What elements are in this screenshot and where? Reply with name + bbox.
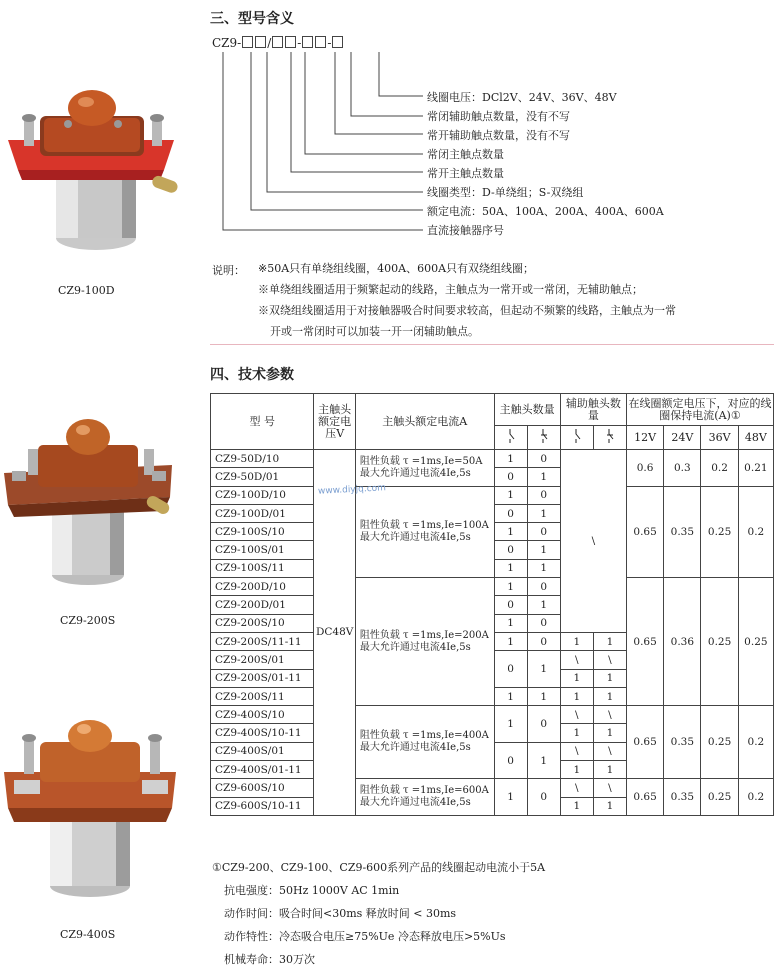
cell-model: CZ9-200S/01 <box>211 651 314 669</box>
model-meaning-nc-main: 常闭主触点数量 <box>427 148 504 161</box>
model-code-separator: - <box>327 36 332 50</box>
cell-aux-nc: \ <box>593 742 626 760</box>
cell-main-nc: 0 <box>527 578 560 596</box>
col-header-aux-count: 辅助触头数量 <box>560 394 626 426</box>
cell-main-nc: 1 <box>527 742 560 779</box>
cell-main-nc: 0 <box>527 523 560 541</box>
cell-hold-current: 0.65 <box>626 486 663 577</box>
cell-model: CZ9-200S/01-11 <box>211 669 314 687</box>
cell-main-no: 1 <box>494 450 527 468</box>
model-meaning-no-main: 常开主触点数量 <box>427 167 504 180</box>
cell-aux-nc: 1 <box>593 761 626 779</box>
table-row <box>211 706 774 724</box>
cell-hold-current: 0.35 <box>664 486 701 577</box>
note-4: 开或一常闭时可以加装一开一闭辅助触点。 <box>270 325 479 338</box>
section4-title: 四、技术参数 <box>210 367 294 383</box>
cell-main-nc: 1 <box>527 504 560 522</box>
col-header-36v: 36V <box>701 426 738 450</box>
cell-main-no: 1 <box>494 486 527 504</box>
cell-hold-current: 0.35 <box>664 706 701 779</box>
col-header-hold-current: 在线圈额定电压下，对应的线圈保持电流(A)① <box>626 394 773 426</box>
note-3: ※双绕组线圈适用于对接触器吸合时间要求较高，但起动不频繁的线路，主触点为一常 <box>258 304 676 317</box>
cell-hold-current: 0.25 <box>738 578 773 706</box>
cell-aux-no: 1 <box>560 724 593 742</box>
cell-aux-no: \ <box>560 706 593 724</box>
cell-model: CZ9-600S/10 <box>211 779 314 797</box>
cell-hold-current: 0.35 <box>664 779 701 816</box>
cell-model: CZ9-200D/10 <box>211 578 314 596</box>
model-meaning-rated-current: 额定电流：50A、100A、200A、400A、600A <box>427 205 664 218</box>
cell-aux-no: 1 <box>560 761 593 779</box>
cell-aux-none: \ <box>560 450 626 633</box>
cell-main-nc: 1 <box>527 468 560 486</box>
model-meaning-coil-voltage: 线圈电压：DCl2V、24V、36V、48V <box>427 91 617 104</box>
cell-hold-current: 0.25 <box>701 486 738 577</box>
cell-model: CZ9-100D/01 <box>211 504 314 522</box>
cell-aux-nc: \ <box>593 779 626 797</box>
cell-main-nc: 0 <box>527 632 560 650</box>
cell-main-no: 1 <box>494 687 527 705</box>
cell-model: CZ9-50D/10 <box>211 450 314 468</box>
spec-table <box>210 393 774 816</box>
col-header-model: 型 号 <box>211 394 314 450</box>
col-header-main-count: 主触头数量 <box>494 394 560 426</box>
cell-load: 阻性负载 τ =1ms,Ie=600A 最大允许通过电流4Ie,5s <box>355 779 494 816</box>
cell-aux-nc: 1 <box>593 687 626 705</box>
notes-label: 说明： <box>212 264 245 277</box>
footnote-action-time: 动作时间：吸合时间<30ms 释放时间 < 30ms <box>224 907 457 920</box>
cell-model: CZ9-200S/11 <box>211 687 314 705</box>
model-meaning-nc-aux: 常闭辅助触点数量，没有不写 <box>427 110 570 123</box>
cell-main-nc: 0 <box>527 614 560 632</box>
main-nc-symbol-icon <box>527 426 560 450</box>
cell-main-no: 1 <box>494 614 527 632</box>
col-header-voltage: 主触头额定电压V <box>314 394 355 450</box>
col-header-current: 主触头额定电流A <box>355 394 494 450</box>
cell-voltage: DC48V <box>314 450 355 816</box>
contactor-cz9-200s-image <box>4 415 184 595</box>
cell-main-no: 0 <box>494 468 527 486</box>
col-header-48v: 48V <box>738 426 773 450</box>
cell-load: 阻性负载 τ =1ms,Ie=100A 最大允许通过电流4Ie,5s <box>355 486 494 577</box>
col-header-12v: 12V <box>626 426 663 450</box>
cell-model: CZ9-200D/01 <box>211 596 314 614</box>
cell-aux-no: 1 <box>560 669 593 687</box>
product-caption-3: CZ9-400S <box>60 928 116 941</box>
cell-hold-current: 0.2 <box>738 706 773 779</box>
cell-main-nc: 1 <box>527 541 560 559</box>
cell-main-nc: 1 <box>527 596 560 614</box>
cell-aux-no: \ <box>560 779 593 797</box>
watermark: www.diyjq.com <box>317 483 387 497</box>
col-header-24v: 24V <box>664 426 701 450</box>
cell-main-nc: 0 <box>527 486 560 504</box>
cell-hold-current: 0.6 <box>626 450 663 487</box>
cell-main-no: 1 <box>494 779 527 816</box>
cell-hold-current: 0.65 <box>626 706 663 779</box>
model-meaning-coil-type: 线圈类型：D-单绕组；S-双绕组 <box>427 186 584 199</box>
cell-main-no: 0 <box>494 596 527 614</box>
cell-model: CZ9-400S/10-11 <box>211 724 314 742</box>
cell-hold-current: 0.21 <box>738 450 773 487</box>
cell-aux-no: 1 <box>560 632 593 650</box>
model-code-separator: - <box>297 36 302 50</box>
cell-aux-no: \ <box>560 651 593 669</box>
model-meaning-no-aux: 常开辅助触点数量，没有不写 <box>427 129 570 142</box>
model-meaning-series-no: 直流接触器序号 <box>427 224 504 237</box>
model-meaning-list <box>427 88 664 240</box>
notes <box>258 258 776 342</box>
cell-aux-nc: \ <box>593 706 626 724</box>
cell-hold-current: 0.25 <box>701 578 738 706</box>
cell-main-no: 1 <box>494 559 527 577</box>
cell-main-nc: 1 <box>527 559 560 577</box>
cell-aux-nc: 1 <box>593 632 626 650</box>
table-row <box>211 578 774 596</box>
cell-model: CZ9-100D/10 <box>211 486 314 504</box>
product-caption-2: CZ9-200S <box>60 614 116 627</box>
cell-main-no: 1 <box>494 632 527 650</box>
product-caption-1: CZ9-100D <box>58 284 115 297</box>
cell-main-nc: 0 <box>527 450 560 468</box>
model-code-prefix: CZ9- <box>212 36 242 50</box>
cell-main-nc: 0 <box>527 779 560 816</box>
cell-model: CZ9-400S/01-11 <box>211 761 314 779</box>
footnote-start-current: ①CZ9-200、CZ9-100、CZ9-600系列产品的线圈起动电流小于5A <box>212 861 546 874</box>
cell-aux-nc: 1 <box>593 724 626 742</box>
model-code-bracket-lines <box>205 46 435 246</box>
cell-hold-current: 0.36 <box>664 578 701 706</box>
section3-title: 三、型号含义 <box>210 11 294 27</box>
cell-hold-current: 0.3 <box>664 450 701 487</box>
divider-rule <box>210 344 774 345</box>
cell-load: 阻性负载 τ =1ms,Ie=200A 最大允许通过电流4Ie,5s <box>355 578 494 706</box>
table-row <box>211 779 774 797</box>
model-code-separator: / <box>267 36 272 50</box>
footnote-mechanical-life: 机械寿命：30万次 <box>224 953 315 966</box>
aux-no-symbol-icon <box>560 426 593 450</box>
cell-aux-no: 1 <box>560 687 593 705</box>
cell-model: CZ9-400S/01 <box>211 742 314 760</box>
cell-main-no: 0 <box>494 651 527 688</box>
cell-aux-nc: 1 <box>593 797 626 815</box>
cell-model: CZ9-400S/10 <box>211 706 314 724</box>
cell-hold-current: 0.2 <box>701 450 738 487</box>
contactor-cz9-100d-image <box>4 88 184 258</box>
cell-model: CZ9-100S/11 <box>211 559 314 577</box>
cell-load: 阻性负载 τ =1ms,Ie=50A 最大允许通过电流4Ie,5s <box>355 450 494 487</box>
cell-main-no: 0 <box>494 541 527 559</box>
contactor-cz9-400s-image <box>4 716 184 906</box>
table-row <box>211 486 774 504</box>
cell-main-no: 1 <box>494 706 527 743</box>
cell-aux-nc: \ <box>593 651 626 669</box>
cell-hold-current: 0.65 <box>626 578 663 706</box>
cell-model: CZ9-50D/01 <box>211 468 314 486</box>
note-2: ※单绕组线圈适用于频繁起动的线路，主触点为一常开或一常闭，无辅助触点； <box>258 283 643 296</box>
cell-aux-no: 1 <box>560 797 593 815</box>
cell-model: CZ9-600S/10-11 <box>211 797 314 815</box>
cell-hold-current: 0.2 <box>738 486 773 577</box>
footnote-action-characteristic: 动作特性：冷态吸合电压≥75%Ue 冷态释放电压>5%Us <box>224 930 506 943</box>
cell-main-nc: 1 <box>527 687 560 705</box>
cell-main-nc: 1 <box>527 651 560 688</box>
cell-aux-nc: 1 <box>593 669 626 687</box>
cell-hold-current: 0.25 <box>701 706 738 779</box>
cell-main-no: 0 <box>494 504 527 522</box>
cell-hold-current: 0.2 <box>738 779 773 816</box>
cell-model: CZ9-200S/11-11 <box>211 632 314 650</box>
table-row <box>211 450 774 468</box>
cell-load: 阻性负载 τ =1ms,Ie=400A 最大允许通过电流4Ie,5s <box>355 706 494 779</box>
note-1: ※50A只有单绕组线圈，400A、600A只有双绕组线圈； <box>258 262 535 275</box>
footnotes <box>212 856 545 971</box>
cell-aux-no: \ <box>560 742 593 760</box>
cell-main-no: 1 <box>494 523 527 541</box>
footnote-dielectric: 抗电强度：50Hz 1000V AC 1min <box>224 884 400 897</box>
cell-model: CZ9-100S/10 <box>211 523 314 541</box>
cell-model: CZ9-100S/01 <box>211 541 314 559</box>
cell-model: CZ9-200S/10 <box>211 614 314 632</box>
cell-main-nc: 0 <box>527 706 560 743</box>
cell-hold-current: 0.25 <box>701 779 738 816</box>
main-no-symbol-icon <box>494 426 527 450</box>
cell-hold-current: 0.65 <box>626 779 663 816</box>
cell-main-no: 0 <box>494 742 527 779</box>
cell-main-no: 1 <box>494 578 527 596</box>
aux-nc-symbol-icon <box>593 426 626 450</box>
